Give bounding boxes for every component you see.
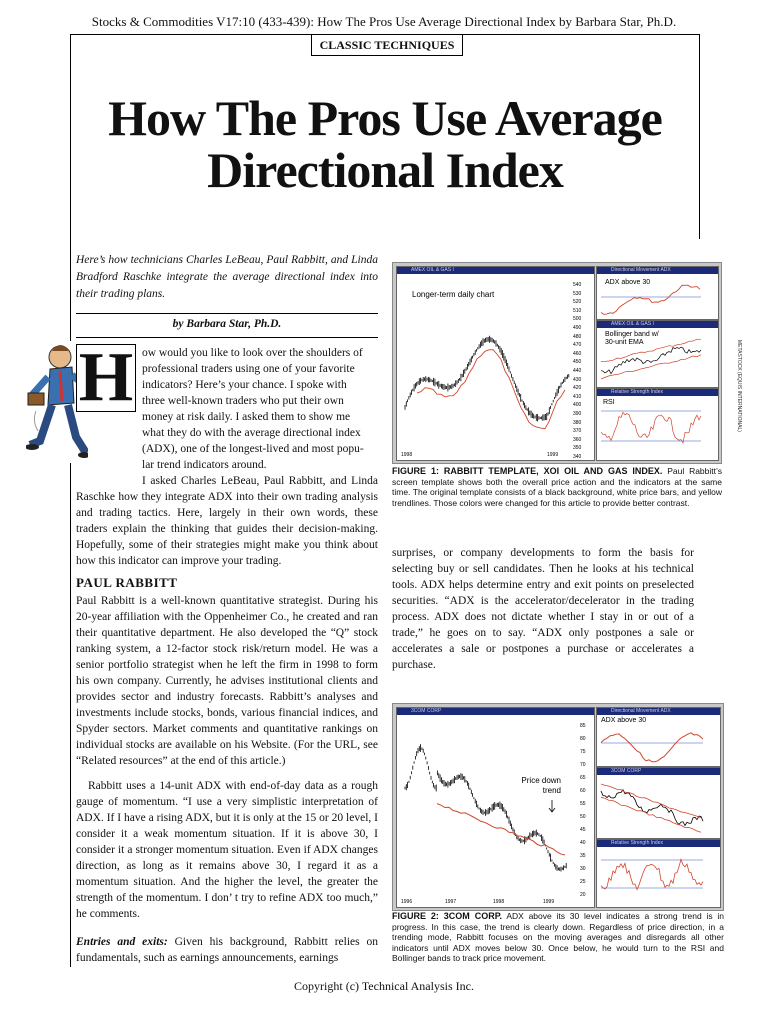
fig2-rsi-pane (596, 839, 721, 908)
y-tick-label: 60 (580, 788, 586, 794)
paragraph-2: I asked Charles LeBeau, Paul Rabbitt, and Linda Raschke how they integrate ADX into their own trading analysis and trading tactics. Here, largely in their own words, these traders explain the thinking that guides their decision-making. Hopefully, some of their strategies might make you think about how this indicator can improve your trading. (76, 475, 378, 567)
para5-text: Given his background, Rabbitt relies on fundamentals, such as earnings announcements, earnings (76, 936, 378, 964)
fig2-xtick: 1996 (401, 899, 413, 905)
fig2-adx-series (601, 733, 703, 762)
y-tick-label: 360 (573, 436, 582, 443)
y-tick-label: 340 (573, 453, 582, 460)
intro-deck: Here’s how technicians Charles LeBeau, Paul Rabbitt, and Linda Bradford Raschke integrate the average directional index into their trading plans. (76, 254, 378, 300)
fig1-adx-series (601, 285, 700, 314)
copyright-footer: Copyright (c) Technical Analysis Inc. (294, 979, 474, 993)
fig1-adx-titlebar: Directional Movement ADX (597, 267, 718, 274)
fig1-adx-pane (596, 266, 719, 320)
top-frame-rule-right (462, 34, 700, 35)
fig1-rsi-label: RSI (603, 399, 615, 406)
para1-line: ow would you like to look over the shoulders of (142, 347, 363, 359)
figure-1 (392, 262, 722, 464)
y-tick-label: 530 (573, 290, 582, 297)
y-tick-label: 40 (580, 840, 586, 846)
fig1-main-pane (396, 266, 595, 461)
fig2-main-label: Price down trend (521, 776, 561, 795)
y-tick-label: 50 (580, 814, 586, 820)
para1-line: (ADX), one of the longest-lived and most popu- (142, 443, 364, 455)
y-tick-label: 490 (573, 324, 582, 331)
byline: by Barbara Star, Ph.D. (172, 318, 282, 330)
fig2-bb-pane (596, 767, 721, 839)
y-tick-label: 350 (573, 445, 582, 452)
y-tick-label: 450 (573, 359, 582, 366)
fig1-rsi-pane (596, 388, 719, 461)
fig1-rsi-series (601, 412, 701, 442)
y-tick-label: 480 (573, 333, 582, 340)
section-tag: CLASSIC TECHNIQUES (311, 34, 463, 56)
y-tick-label: 440 (573, 367, 582, 374)
y-tick-label: 510 (573, 307, 582, 314)
fig2-downtrend-arrow (549, 800, 555, 812)
byline-rule (76, 313, 378, 314)
fig2-xtick: 1998 (493, 899, 505, 905)
para1-line: lar trend indicators around. (142, 459, 267, 471)
entries-exits-lead: Entries and exits: (76, 936, 168, 948)
fig2-adx-titlebar: Directional Movement ADX (597, 708, 720, 715)
fig2-main-pane (396, 707, 595, 908)
para1-line: money at risk daily. I asked them to show me (142, 411, 351, 423)
fig2-xtick: 1997 (445, 899, 457, 905)
column2-paragraph: surprises, or company developments to form the basis for selecting buy or sell candidates. Then he looks at his technical tools. ADX helps determine entry and exit points on preselected securities. “ADX is the accelerator/decelerator in the trading process. ADX does not dictate whether I stay in or out of a trade,” he goes on to say. “ADX only postpones a sale or accelerates a sale or postpones a purchase or accelerates a purchase. (392, 547, 694, 671)
paragraph-1 (142, 345, 378, 473)
page-title (70, 92, 700, 196)
fig2-adx-label: ADX above 30 (601, 717, 647, 724)
fig2-caption-text: ADX above its 30 level indicates a strong trend is in progress. In this case, the trend is clearly down. Regardless of price direction, in a trending mode, Rabbitt focuses on the moving averages and disregards all other indicators until ADX moves below 30. Once below, he would turn to the RSI and Bollinger bands to track price movement. (392, 911, 725, 963)
fig1-main-label: Longer-term daily chart (412, 290, 495, 299)
fig2-caption-title: FIGURE 2: 3COM CORP. (392, 911, 503, 921)
fig2-adx-line (597, 708, 720, 766)
fig1-adx-line (597, 267, 718, 319)
y-tick-label: 80 (580, 736, 586, 742)
fig2-xtick: 1999 (543, 899, 555, 905)
y-tick-label: 75 (580, 749, 586, 755)
y-tick-label: 460 (573, 350, 582, 357)
figure-1-caption (392, 466, 722, 508)
y-tick-label: 520 (573, 299, 582, 306)
section-heading-paul-rabbitt: PAUL RABBITT (76, 575, 178, 590)
y-tick-label: 380 (573, 419, 582, 426)
y-tick-label: 430 (573, 376, 582, 383)
top-frame-rule-left (70, 34, 312, 35)
y-tick-label: 55 (580, 801, 586, 807)
y-tick-label: 70 (580, 762, 586, 768)
paragraph-4: Rabbitt uses a 14-unit ADX with end-of-day data as a rough gauge of momentum. “I use a very simplistic interpretation of ADX. If I have a rising ADX, but it is only at the 15 or 20 level, I consider it a weak momentum situation. If it is above 30, I consider it a stronger momentum situation. Even if ADX changes direction, as long as it remains above 30, I regard it as a momentum situation. And the higher the level, the greater the strength of the momentum. I don’ t try to refine ADX too much,” he comments. (76, 780, 378, 920)
fig2-price-chart (397, 708, 594, 907)
y-tick-label: 20 (580, 892, 586, 898)
fig1-xtick: 1999 (547, 452, 559, 458)
fig1-rsi-line (597, 389, 718, 460)
paragraph-5 (76, 934, 378, 966)
fig1-yaxis (573, 281, 581, 461)
fig1-bollinger-chart (597, 321, 718, 387)
fig2-main-titlebar: 3COM CORP (397, 708, 594, 715)
running-head: Stocks & Commodities V17:10 (433-439): How The Pros Use Average Directional Index by Barbara Star, Ph.D. (91, 14, 677, 29)
para1-line: what they do with the average directional index (142, 427, 361, 439)
fig2-moving-average (437, 804, 565, 855)
fig1-bb-pane (596, 320, 719, 388)
fig2-bb-titlebar: 3COM CORP (597, 768, 720, 775)
figure-2 (392, 703, 724, 911)
fig1-bb-upper (601, 339, 701, 361)
y-tick-label: 370 (573, 428, 582, 435)
fig1-rsi-titlebar: Relative Strength Index (597, 389, 718, 396)
para1-line: indicators? Here’s your chance. I spoke with (142, 379, 347, 391)
y-tick-label: 500 (573, 316, 582, 323)
fig2-rsi-line (597, 840, 720, 907)
y-tick-label: 420 (573, 385, 582, 392)
byline-rule-bottom (76, 337, 378, 338)
fig1-adx-label: ADX above 30 (605, 279, 651, 286)
fig2-rsi-titlebar: Relative Strength Index (597, 840, 720, 847)
y-tick-label: 45 (580, 827, 586, 833)
fig1-main-titlebar: AMEX OIL & GAS I (397, 267, 594, 274)
fig2-bb-upper (601, 784, 701, 818)
fig1-caption-title: FIGURE 1: RABBITT TEMPLATE, XOI OIL AND GAS INDEX. (392, 466, 663, 476)
y-tick-label: 470 (573, 342, 582, 349)
y-tick-label: 65 (580, 775, 586, 781)
fig2-bollinger-chart (597, 768, 720, 838)
y-tick-label: 25 (580, 879, 586, 885)
y-tick-label: 85 (580, 723, 586, 729)
fig1-caption-text: Paul Rabbitt’s screen template shows both the overall price action and the indicators at the same time. The original template consists of a black background, white price bars, and yellow trendlines. Those colors were changed for this article to provide better contrast. (392, 466, 722, 508)
y-tick-label: 390 (573, 410, 582, 417)
fig1-price-chart (397, 267, 594, 460)
y-tick-label: 400 (573, 402, 582, 409)
y-tick-label: 30 (580, 866, 586, 872)
y-tick-label: 35 (580, 853, 586, 859)
fig2-adx-pane (596, 707, 721, 767)
para1-line: professional traders using one of your favorite (142, 363, 355, 375)
paragraph-3: Paul Rabbitt is a well-known quantitative strategist. During his 20-year affiliation with the Oppenheimer Co., he created and ran their quantitative department. He also developed the “Q” stock ranking system, a 12-factor stock risk/return model. He was a senior portfolio strategist when he left the firm in 1998 to form his own company. Currently, he advises institutional clients and provides sector and industry forecasts. Rabbitt’s analyses and investments include stocks, bonds, various financial indices, and Spyder sectors. Market comments and quantitative rankings on individual stocks are available on his Website. (For the URL, see “Related resources” at the end of this article.) (76, 595, 378, 767)
y-tick-label: 410 (573, 393, 582, 400)
figure-2-caption (392, 911, 724, 964)
title-line-1: How The Pros Use Average (108, 90, 662, 146)
y-tick-label: 540 (573, 282, 582, 288)
fig1-bb-label: Bollinger band w/ 30-unit EMA (605, 331, 659, 346)
fig1-bb-titlebar: AMEX OIL & GAS I (597, 321, 718, 328)
fig2-bb-lower (601, 797, 701, 832)
figure-credit: METASTOCK (EQUIS INTERNATIONAL) (736, 340, 742, 432)
fig2-rsi-series (601, 859, 703, 889)
fig2-yaxis (580, 720, 586, 902)
fig1-xtick: 1998 (401, 452, 413, 458)
drop-cap: H (76, 344, 136, 412)
fig2-bb-price (601, 790, 703, 826)
para1-line: three well-known traders who put their own (142, 395, 344, 407)
title-line-2: Directional Index (207, 142, 563, 198)
